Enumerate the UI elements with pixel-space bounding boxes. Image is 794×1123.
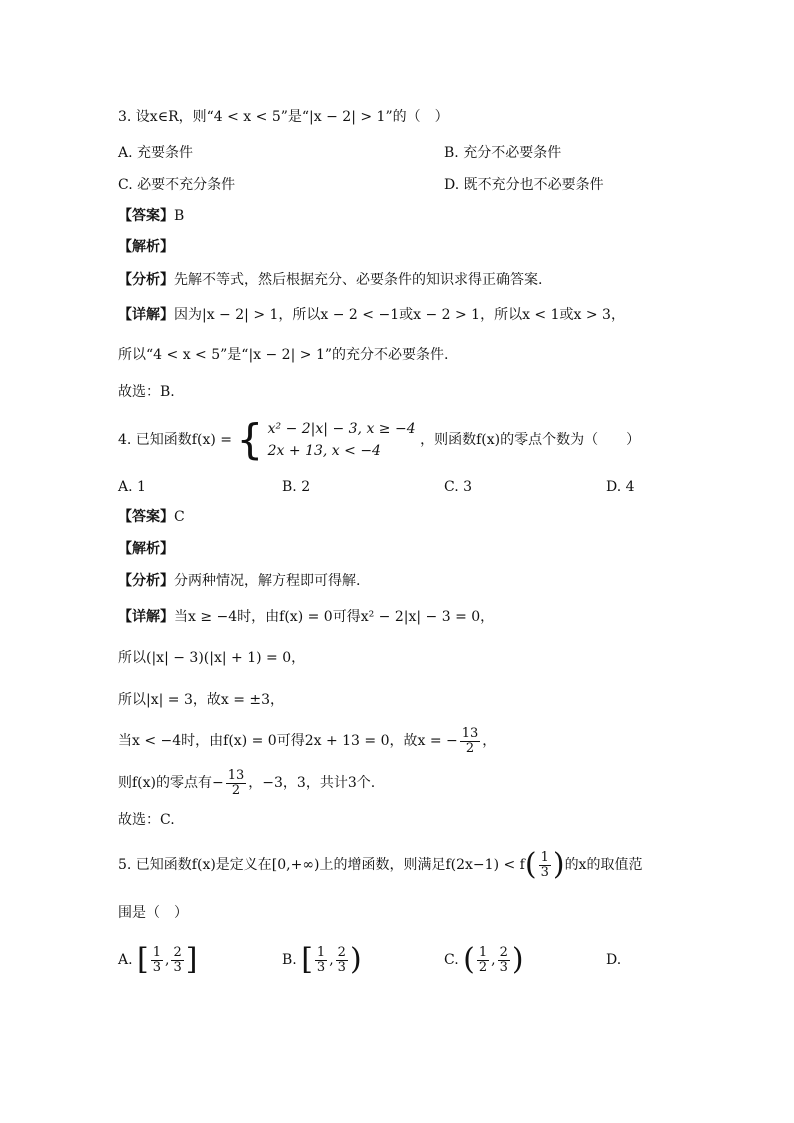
fraction-1-3 (151, 946, 163, 975)
fenxi-label: 【分析】 (118, 573, 174, 589)
q4-detail (118, 607, 494, 627)
q3-analysis-label (118, 237, 174, 257)
bracket-left: [ (301, 942, 313, 977)
q4-line5 (118, 764, 375, 802)
option-label: C. (444, 952, 459, 968)
fraction-numerator: 2 (337, 944, 346, 960)
fraction-numerator: 1 (316, 944, 326, 960)
fraction-numerator: 13 (461, 725, 479, 741)
fraction-13-2 (460, 727, 481, 756)
answer-label: 【答案】 (118, 509, 174, 525)
fraction-denominator: 2 (478, 959, 488, 975)
piecewise-cases (268, 418, 416, 462)
q3-choose: 故选：B. (118, 384, 175, 400)
q4-line4 (118, 722, 496, 760)
q5-option-c: C. ( $\frac{1}{2}$ , $\frac{2}{3}$ ) (444, 942, 524, 977)
analysis-label: 【解析】 (118, 541, 174, 557)
q3-option-d: D. 既不充分也不必要条件 (444, 177, 604, 193)
bracket-left: [ (137, 942, 149, 977)
fraction-numerator: 13 (227, 767, 245, 783)
q5-stem (118, 845, 642, 885)
q4-option-a: A. 1 (118, 479, 146, 495)
fenxi-text: 分两种情况，解方程即可得解. (174, 573, 361, 589)
paren-left: ( (524, 847, 537, 882)
q4-stem-prefix: 4. 已知函数f(x) = (118, 432, 232, 448)
fraction-2-3 (336, 946, 348, 975)
fraction-numerator: 1 (478, 944, 488, 960)
q3-stem: 3. 设x∈R，则“4 < x < 5”是“|x − 2| > 1”的（ ） (118, 109, 449, 125)
fraction-denominator: 3 (316, 959, 326, 975)
fraction-denominator: 3 (152, 959, 162, 975)
q3-detail (118, 305, 625, 325)
q4-line4-suffix: ， (482, 733, 497, 749)
fraction-numerator: 2 (499, 944, 508, 960)
fraction-1-2 (477, 946, 489, 975)
q4-line4-prefix: 当x < −4时，由f(x) = 0可得2x + 13 = 0，故x = − (118, 733, 458, 749)
brace-icon: { (236, 415, 264, 464)
fenxi-text: 先解不等式，然后根据充分、必要条件的知识求得正确答案. (174, 272, 543, 288)
fraction-denominator: 2 (465, 740, 475, 756)
fraction-denominator: 2 (231, 782, 241, 798)
q4-answer-line (118, 507, 185, 527)
option-label: B. (282, 952, 297, 968)
answer-label: 【答案】 (118, 208, 174, 224)
q3-answer-line (118, 206, 184, 226)
detail-text: 因为|x − 2| > 1，所以x − 2 < −1或x − 2 > 1，所以x < 1或x > 3， (174, 307, 625, 323)
fraction-2-3 (498, 946, 510, 975)
q4-fenxi (118, 571, 360, 591)
q5-stem-suffix: 的x的取值范 (564, 857, 643, 873)
q5-option-a: A. [ $\frac{1}{3}$ , $\frac{2}{3}$ ] (118, 942, 198, 977)
q5-stem-prefix: 5. 已知函数f(x)是定义在[0,+∞)上的增函数，则满足f(2x−1) < f (118, 857, 525, 873)
q3-option-b: B. 充分不必要条件 (444, 145, 562, 161)
paren-left: ( (463, 942, 475, 977)
q4-option-b: B. 2 (282, 479, 311, 495)
paren-right: ) (349, 942, 362, 977)
fraction-numerator: 1 (152, 944, 162, 960)
fraction-2-3 (171, 946, 183, 975)
fraction-numerator: 1 (540, 849, 549, 865)
q5-option-b: B. [ $\frac{1}{3}$ , $\frac{2}{3}$ ) (282, 942, 362, 977)
case-1: x² − 2|x| − 3, x ≥ −4 (267, 421, 416, 437)
paren-right: ) (552, 847, 565, 882)
detail-label: 【详解】 (118, 609, 174, 625)
q3-detail2: 所以“4 < x < 5”是“|x − 2| > 1”的充分不必要条件. (118, 347, 449, 363)
q4-option-d: D. 4 (606, 479, 635, 495)
option-label: A. (118, 952, 133, 968)
fraction-denominator: 3 (173, 959, 182, 975)
q4-line5-prefix: 则f(x)的零点有− (118, 775, 224, 791)
q3-option-c: C. 必要不充分条件 (118, 177, 236, 193)
fraction-denominator: 3 (337, 959, 346, 975)
q4-line5-suffix: ，−3，3，共计3个. (248, 775, 376, 791)
q4-analysis-label (118, 539, 174, 559)
q3-fenxi (118, 270, 542, 290)
answer-value: B (174, 208, 185, 224)
q5-stem-line2: 围是（ ） (118, 905, 188, 921)
detail-label: 【详解】 (118, 307, 174, 323)
q4-line3: 所以|x| = 3，故x = ±3， (118, 692, 285, 708)
paren-right: ) (511, 942, 524, 977)
q4-line2: 所以(|x| − 3)(|x| + 1) = 0， (118, 650, 306, 666)
q4-stem (118, 414, 640, 466)
q4-stem-suffix: ，则函数f(x)的零点个数为（ ） (420, 432, 641, 448)
q3-option-a: A. 充要条件 (118, 145, 194, 161)
fraction-numerator: 2 (173, 944, 182, 960)
answer-value: C (174, 509, 185, 525)
fraction-1-3 (539, 851, 551, 880)
detail-text: 当x ≥ −4时，由f(x) = 0可得x² − 2|x| − 3 = 0， (174, 609, 495, 625)
fraction-denominator: 3 (499, 959, 508, 975)
q4-option-c: C. 3 (444, 479, 473, 495)
fraction-denominator: 3 (540, 864, 549, 880)
case-2: 2x + 13, x < −4 (267, 443, 381, 459)
fenxi-label: 【分析】 (118, 272, 174, 288)
q4-choose: 故选：C. (118, 812, 175, 828)
bracket-right: ] (185, 942, 198, 977)
analysis-label: 【解析】 (118, 239, 174, 255)
fraction-1-3 (315, 946, 327, 975)
fraction-13-2 (226, 769, 247, 798)
q5-option-d: D. (606, 952, 622, 968)
